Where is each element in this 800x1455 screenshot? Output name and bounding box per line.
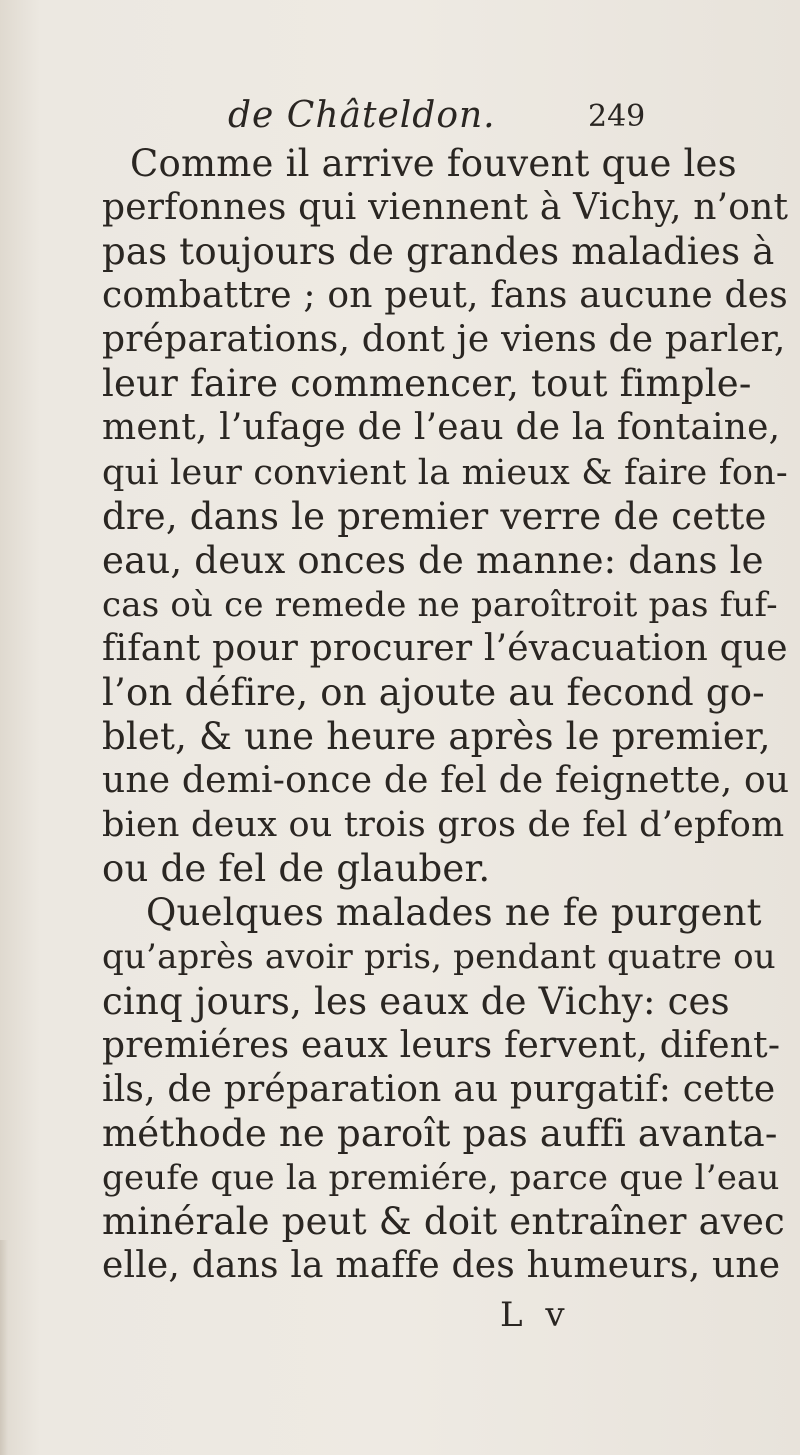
text-line: dre, dans le premier verre de cette [102, 495, 767, 538]
signature-mark: L v [500, 1295, 571, 1335]
text-line: l’on défire, on ajoute au fecond go- [102, 671, 765, 714]
text-line: Quelques malades ne fe purgent [146, 891, 762, 934]
text-line: méthode ne paroît pas auffi avanta- [102, 1112, 778, 1155]
text-line: cas où ce remede ne paroîtroit pas fuf- [102, 585, 778, 625]
text-line: qui leur convient la mieux & faire fon- [102, 453, 788, 493]
text-line: elle, dans la maffe des humeurs, une [102, 1245, 781, 1286]
text-line: combattre ; on peut, fans aucune des [102, 275, 788, 316]
text-line: Comme il arrive fouvent que les [130, 142, 737, 185]
text-line: eau, deux onces de manne: dans le [102, 539, 764, 582]
page-edge-shadow [0, 1240, 8, 1455]
page-header [0, 94, 800, 138]
text-line: geufe que la premiére, parce que l’eau [102, 1158, 780, 1198]
text-line: cinq jours, les eaux de Vichy: ces [102, 980, 730, 1023]
text-line: ils, de préparation au purgatif: cette [102, 1069, 776, 1110]
text-line: premiéres eaux leurs fervent, difent- [102, 1025, 781, 1066]
text-line: blet, & une heure après le premier, [102, 715, 771, 758]
text-line: préparations, dont je viens de parler, [102, 319, 786, 360]
text-line: ou de fel de glauber. [102, 847, 491, 890]
running-title: de Châteldon. [228, 95, 496, 136]
text-line: ment, l’ufage de l’eau de la fontaine, [102, 407, 781, 448]
text-line: leur faire commencer, tout fimple- [102, 362, 752, 405]
text-line: perfonnes qui viennent à Vichy, n’ont [102, 187, 789, 228]
text-line: minérale peut & doit entraîner avec [102, 1200, 785, 1243]
text-line: pas toujours de grandes maladies à [102, 230, 775, 273]
page-number: 249 [588, 99, 646, 134]
text-line: qu’après avoir pris, pendant quatre ou [102, 937, 776, 977]
text-line: fifant pour procurer l’évacuation que [102, 628, 788, 669]
text-line: une demi-once de fel de feignette, ou [102, 760, 790, 801]
text-line: bien deux ou trois gros de fel d’epfom [102, 805, 785, 845]
